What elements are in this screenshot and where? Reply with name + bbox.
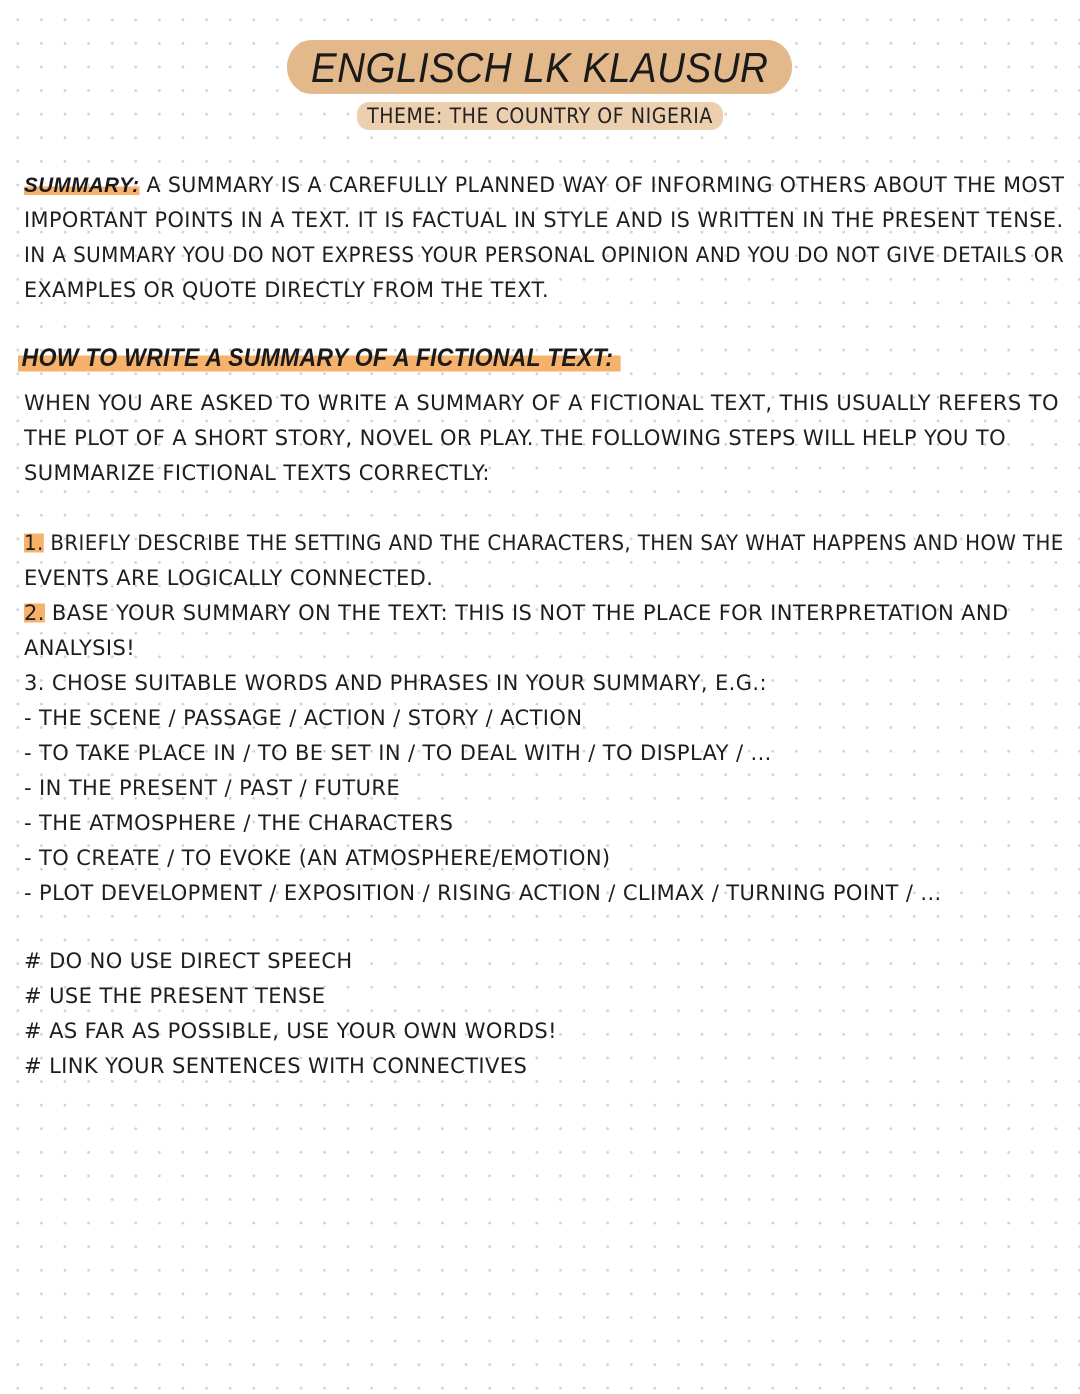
how-to-line-3: SUMMARIZE FICTIONAL TEXTS CORRECTLY:	[24, 461, 490, 485]
step-2-line-1	[24, 596, 1064, 631]
tips-section	[24, 944, 1064, 1084]
how-to-line-1: WHEN YOU ARE ASKED TO WRITE A SUMMARY OF A FICTIONAL TEXT, THIS USUALLY REFERS TO	[24, 391, 1059, 415]
page-subtitle: THEME: THE COUNTRY OF NIGERIA	[357, 102, 723, 130]
phrase-item-6: - PLOT DEVELOPMENT / EXPOSITION / RISING ACTION / CLIMAX / TURNING POINT / ...	[24, 881, 942, 905]
summary-text: A SUMMARY IS A CAREFULLY PLANNED WAY OF INFORMING OTHERS ABOUT THE MOST	[139, 173, 1065, 197]
tip-item-4: # LINK YOUR SENTENCES WITH CONNECTIVES	[24, 1054, 528, 1078]
phrase-item-1: - THE SCENE / PASSAGE / ACTION / STORY / ACTION	[24, 706, 583, 730]
tip-item-2: # USE THE PRESENT TENSE	[24, 984, 326, 1008]
summary-line-3: IN A SUMMARY YOU DO NOT EXPRESS YOUR PERSONAL OPINION AND YOU DO NOT GIVE DETAILS OR	[24, 243, 1065, 267]
how-to-section	[24, 386, 1064, 491]
summary-section	[24, 168, 1064, 308]
summary-line-2: IMPORTANT POINTS IN A TEXT. IT IS FACTUAL IN STYLE AND IS WRITTEN IN THE PRESENT TENSE.	[24, 208, 1064, 232]
summary-line-4: EXAMPLES OR QUOTE DIRECTLY FROM THE TEXT.	[24, 278, 549, 302]
step-2-number: 2.	[24, 601, 45, 625]
steps-section	[24, 526, 1064, 911]
tip-item-1: # DO NO USE DIRECT SPEECH	[24, 949, 353, 973]
step-1-text: BRIEFLY DESCRIBE THE SETTING AND THE CHARACTERS, THEN SAY WHAT HAPPENS AND HOW THE	[43, 531, 1064, 555]
summary-label: SUMMARY:	[24, 174, 140, 197]
step-2-line-2: ANALYSIS!	[24, 636, 136, 660]
phrase-item-4: - THE ATMOSPHERE / THE CHARACTERS	[24, 811, 454, 835]
phrase-item-3: - IN THE PRESENT / PAST / FUTURE	[24, 776, 401, 800]
step-1-line-1	[24, 526, 1064, 561]
summary-line-1	[24, 168, 1065, 203]
title-area	[0, 40, 1080, 94]
phrase-item-5: - TO CREATE / TO EVOKE (AN ATMOSPHERE/EMOTION)	[24, 846, 611, 870]
step-1-number: 1.	[24, 531, 44, 555]
step-3-line: 3. CHOSE SUITABLE WORDS AND PHRASES IN YOUR SUMMARY, E.G.:	[24, 671, 767, 695]
step-2-text: BASE YOUR SUMMARY ON THE TEXT: THIS IS NOT THE PLACE FOR INTERPRETATION AND	[44, 601, 1009, 625]
subtitle-area	[0, 102, 1080, 130]
tip-item-3: # AS FAR AS POSSIBLE, USE YOUR OWN WORDS!	[24, 1019, 557, 1043]
how-to-line-2: THE PLOT OF A SHORT STORY, NOVEL OR PLAY. THE FOLLOWING STEPS WILL HELP YOU TO	[24, 426, 1007, 450]
how-to-heading: HOW TO WRITE A SUMMARY OF A FICTIONAL TEXT:	[18, 344, 621, 373]
page-title: ENGLISCH LK KLAUSUR	[287, 40, 792, 94]
step-1-line-2: EVENTS ARE LOGICALLY CONNECTED.	[24, 566, 434, 590]
phrase-item-2: - TO TAKE PLACE IN / TO BE SET IN / TO DEAL WITH / TO DISPLAY / ...	[24, 741, 772, 765]
